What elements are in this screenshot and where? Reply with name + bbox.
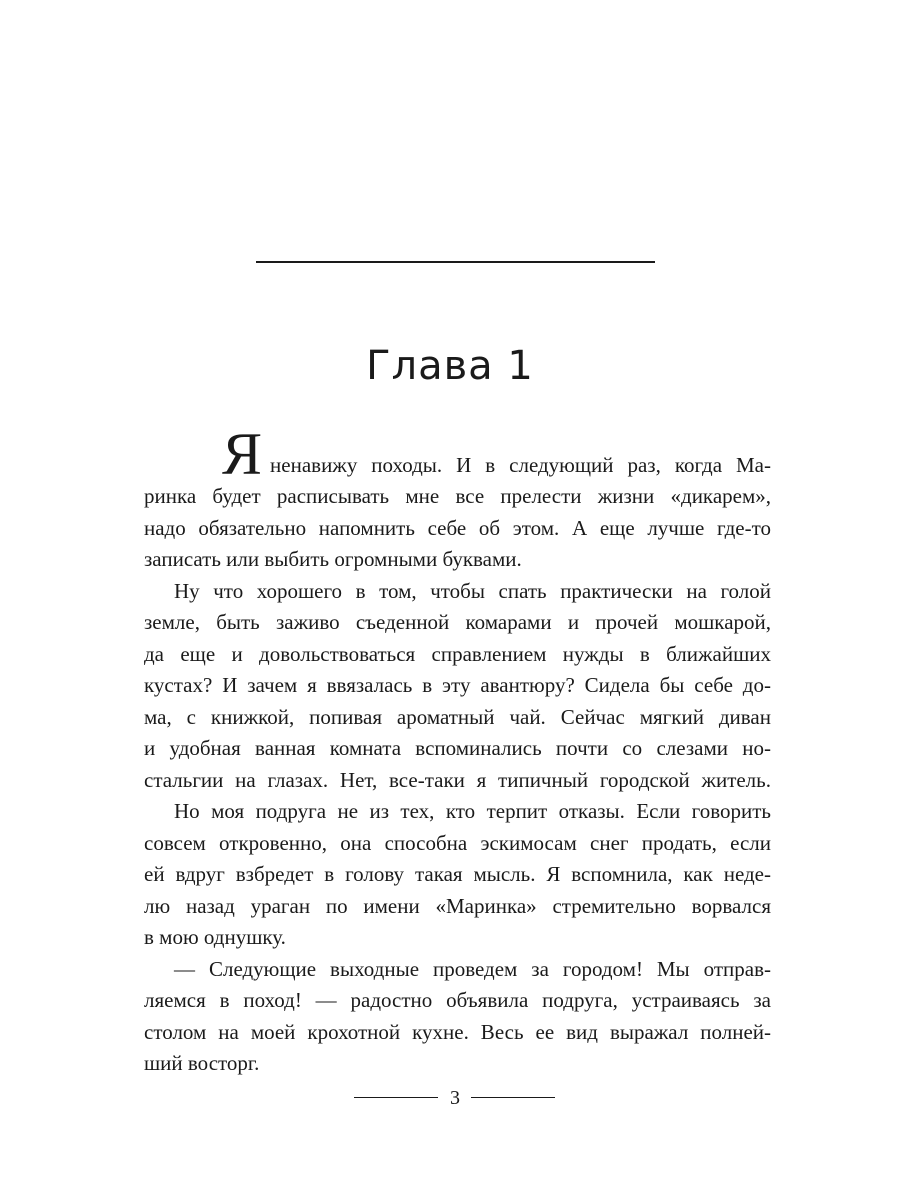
paragraph-3 [144, 796, 771, 954]
paragraph-1 [144, 418, 771, 576]
page-footer [0, 1086, 900, 1110]
text-line: столом на моей крохотной кухне. Весь ее вид выражал полней- [144, 1019, 771, 1044]
text-line: в мою однушку. [144, 925, 286, 949]
text-line: ненавижу походы. И в следующий раз, когда Ма- [270, 452, 771, 477]
text-line: ей вдруг взбредет в голову такая мысль. Я вспомнила, как неде- [144, 862, 771, 886]
text-line: кустах? И зачем я ввязалась в эту авантюру? Сидела бы себе до- [144, 673, 771, 697]
text-line: ма, с книжкой, попивая ароматный чай. Сейчас мягкий диван [144, 704, 771, 729]
text-line: ляемся в поход! — радостно объявила подруга, устраиваясь за [144, 988, 771, 1012]
text-line: Ну что хорошего в том, чтобы спать практически на голой [174, 578, 771, 603]
text-line: ший восторг. [144, 1051, 260, 1075]
chapter-body [144, 418, 771, 1080]
chapter-title: Глава 1 [366, 343, 534, 389]
text-line: ринка будет расписывать мне все прелести жизни «дикарем», [144, 484, 771, 508]
paragraph-4 [144, 954, 771, 1080]
text-line: — Следующие выходные проведем за городом! Мы отправ- [174, 956, 771, 981]
text-line: лю назад ураган по имени «Маринка» стремительно ворвался [144, 893, 771, 918]
text-line: записать или выбить огромными буквами. [144, 547, 522, 571]
page-number: 3 [450, 1087, 460, 1109]
text-line: да еще и довольствоваться справлением нужды в ближайших [144, 641, 771, 666]
footer-rule-left [354, 1097, 438, 1098]
paragraph-1-first-line [144, 418, 771, 487]
text-line: стальгии на глазах. Нет, все-таки я типичный городской житель. [144, 767, 771, 792]
text-line: совсем откровенно, она способна эскимосам снег продать, если [144, 830, 771, 855]
drop-cap: Я [222, 421, 263, 487]
paragraph-2 [144, 576, 771, 797]
text-line: и удобная ванная комната вспоминались почти со слезами но- [144, 736, 771, 760]
text-line: Но моя подруга не из тех, кто терпит отказы. Если говорить [174, 799, 771, 823]
text-line: надо обязательно напомнить себе об этом. А еще лучше где-то [144, 515, 771, 540]
chapter-top-rule [256, 261, 655, 263]
footer-rule-right [471, 1097, 555, 1098]
text-line: земле, быть заживо съеденной комарами и прочей мошкарой, [144, 610, 771, 634]
